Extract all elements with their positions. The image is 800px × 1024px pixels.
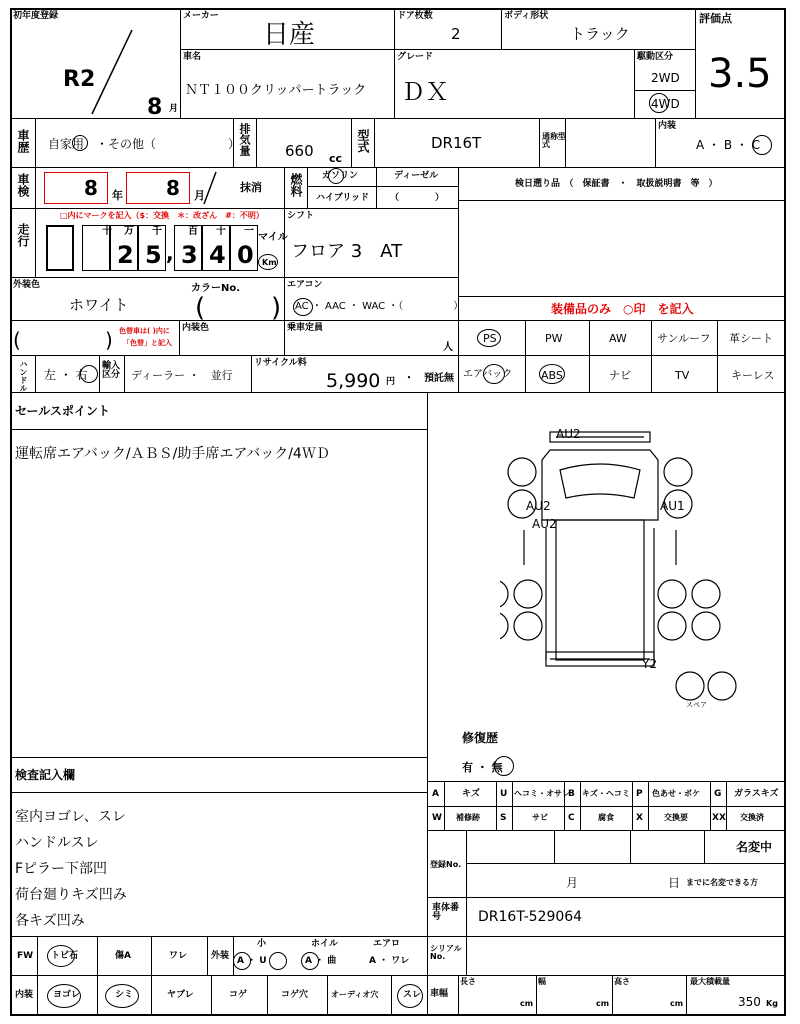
ac-cell	[284, 277, 464, 321]
svg-text:(: (	[195, 293, 206, 322]
handle-cell	[35, 355, 100, 393]
exterior-color-cell	[10, 277, 285, 321]
legend-code-b: B	[568, 789, 575, 799]
common-type-cell	[565, 118, 656, 168]
fw-item-kizu: 傷A	[115, 951, 131, 961]
name-change-cell	[427, 830, 786, 898]
import-label: 輸入区分	[102, 361, 121, 380]
int-item-shimi: シミ	[115, 990, 134, 1000]
int-sure-circle	[397, 984, 423, 1008]
width-unit: cm	[596, 999, 610, 1008]
legend-desc-b: キズ・ヘコミ	[582, 789, 630, 798]
month-unit: 月	[169, 104, 179, 114]
tire-rl-outer	[500, 580, 508, 608]
exterior-value: ホワイト	[69, 296, 129, 314]
legend-desc-w: 補修跡	[456, 813, 480, 822]
tire-rl2	[514, 612, 542, 640]
repair-label: 修復歴	[462, 731, 499, 745]
common-type-label: 通称型式	[542, 132, 566, 149]
legend-code-x: X	[636, 813, 643, 823]
type-label-cell	[351, 118, 375, 168]
displacement-cell	[256, 118, 352, 168]
km-circle	[258, 254, 278, 270]
inspection-notes-title: 検査記入欄	[15, 768, 76, 782]
displacement-label-cell	[233, 118, 257, 168]
handle-value: 左 ・ 右	[44, 368, 88, 382]
legend-desc-u: ヘコミ・オサレ	[514, 789, 570, 798]
handle-circle	[80, 365, 98, 383]
equip-ps: PS	[483, 332, 497, 345]
drive-label: 駆動区分	[637, 52, 674, 62]
first-reg-label: 初年度登録	[13, 11, 59, 21]
inspection-cell	[35, 167, 285, 209]
doors-value: 2	[451, 25, 461, 43]
legend-code-a: A	[432, 789, 439, 799]
dimensions-cell	[427, 975, 786, 1016]
insp-month-unit: 月	[194, 189, 205, 202]
equip-navi: ナビ	[609, 369, 631, 382]
sales-points-title: セールスポイント	[15, 404, 110, 418]
legend-code-w: W	[432, 813, 442, 823]
mileage-digit-3: 4	[209, 241, 226, 269]
inspection-note-1: ハンドルスレ	[15, 835, 99, 851]
deregistered: 抹消	[240, 181, 262, 194]
chassis-value: DR16T-529064	[478, 909, 583, 925]
serial-label: シリアルNo.	[430, 944, 462, 961]
handle-label-cell	[10, 355, 36, 393]
name-change-status: 名変中	[736, 840, 773, 854]
svg-text:): )	[271, 293, 282, 322]
import-label-cell	[99, 355, 125, 393]
drive-cell	[634, 49, 696, 119]
damage-legend	[427, 781, 786, 831]
color-no-label: カラーNo.	[191, 283, 241, 294]
mileage-separator: ,	[166, 241, 174, 265]
cab-shape	[542, 450, 658, 520]
mark-left-door: AU2	[526, 499, 551, 513]
mileage-mark-box	[46, 225, 74, 271]
equip-abs: ABS	[541, 369, 563, 382]
tire-rl-outer2	[500, 612, 508, 640]
interior-color-cell	[179, 320, 285, 356]
recycle-unit: 円	[386, 377, 396, 387]
wheel-small: 小	[257, 939, 267, 949]
max-load-label: 最大積載量	[690, 977, 730, 986]
legend-desc-g: ガラスキズ	[734, 789, 779, 799]
color-change-cell	[10, 320, 180, 356]
unit-juu: 十	[216, 226, 226, 237]
legend-desc-x: 交換要	[664, 813, 688, 822]
capacity-label: 乗車定員	[287, 323, 324, 333]
equip-title: 装備品のみ ○印 を記入	[551, 302, 694, 316]
recycle-label: リサイクル料	[254, 358, 307, 368]
unit-ten-man: 十	[102, 226, 112, 237]
ac-options: AC ・ AAC ・ WAC ・（ ）	[295, 301, 464, 312]
sales-points-cell	[10, 392, 428, 758]
ac-label: エアコン	[287, 280, 323, 290]
chassis-label: 車体番号	[432, 903, 460, 922]
legend-desc-s: サビ	[532, 813, 548, 822]
int-item-yabure: ヤブレ	[167, 990, 194, 1000]
dimensions-label: 車幅	[430, 989, 449, 999]
equip-aw: AW	[609, 332, 627, 345]
mileage-digit-1: 5	[145, 241, 162, 269]
maker-value: 日産	[263, 20, 316, 50]
spare-tire-1	[676, 672, 704, 700]
recycle-value: 5,990	[326, 370, 381, 392]
interior-color-label: 内装色	[182, 323, 210, 333]
legend-code-s: S	[500, 813, 507, 823]
legend-code-p: P	[636, 789, 643, 799]
fuel-gasoline: ガソリン	[322, 171, 359, 181]
mark-front-bumper: AU2	[556, 427, 581, 441]
capacity-cell	[284, 320, 459, 356]
wheel-options: A ・ 曲	[305, 956, 337, 966]
history-value: 自家用 ・その他（ ）	[48, 137, 241, 151]
tire-rr	[658, 580, 686, 608]
inspection-note-3: 荷台廻りキズ凹み	[15, 887, 127, 903]
history-cell	[35, 118, 241, 168]
history-label-cell	[10, 118, 36, 168]
inspection-note-2: Fピラー下部凹	[15, 861, 108, 877]
tire-fr	[664, 458, 692, 486]
fw-item-tobiishi: トビ石	[51, 951, 79, 961]
score-value: 3.5	[708, 51, 772, 97]
unit-man: 万	[124, 226, 134, 237]
height-unit: cm	[670, 999, 684, 1008]
mark-right-door: AU1	[660, 499, 685, 513]
unit-hyaku: 百	[188, 226, 198, 237]
recycle-cell	[251, 355, 459, 393]
tire-rr-outer2	[692, 612, 720, 640]
legend-desc-a: キズ	[462, 789, 480, 799]
mark-left-bed: AU2	[532, 517, 557, 531]
fw-label: FW	[17, 951, 34, 961]
insp-year: 8	[84, 176, 98, 200]
history-circle	[72, 135, 88, 151]
mileage-cell	[35, 208, 288, 278]
fw-item-ware: ワレ	[169, 951, 188, 961]
svg-text:(: (	[13, 328, 21, 352]
insp-slash	[200, 170, 220, 206]
equip-leather: 革シート	[729, 332, 773, 345]
inspection-note-0: 室内ヨゴレ、スレ	[15, 809, 126, 825]
equip-tv: TV	[675, 369, 690, 382]
color-no-parens	[195, 292, 285, 322]
history-label: 車歴	[16, 129, 30, 153]
displacement-label: 排気量	[238, 123, 251, 156]
fw-row	[10, 936, 428, 976]
unit-ichi: 一	[244, 226, 254, 237]
first-reg-era: R2	[63, 67, 96, 92]
fuel-label-cell	[284, 167, 308, 209]
maker-cell	[180, 8, 395, 50]
fuel-other: （ ）	[390, 193, 445, 203]
interior-grades: A ・ B ・ C	[696, 138, 761, 152]
length-unit: cm	[520, 999, 534, 1008]
cc-label: cc	[329, 152, 343, 165]
fuel-hybrid: ハイブリッド	[316, 193, 370, 203]
au-u-circle	[269, 952, 287, 970]
deadline-note: までに名変できる方	[686, 878, 758, 887]
color-change-note-2: 「色替」と記入	[123, 339, 172, 347]
body-label: ボディ形状	[504, 11, 549, 21]
wheel-label: ホイル	[311, 939, 339, 949]
mileage-digit-4: 0	[237, 241, 254, 269]
shift-value: フロア 3 AT	[291, 241, 403, 262]
sales-points-text: 運転席エアバック/ＡＢＳ/助手席エアバック/4ＷＤ	[15, 446, 330, 462]
first-reg-slash	[88, 28, 138, 118]
tire-fl	[508, 458, 536, 486]
mileage-digit-0: 2	[117, 241, 134, 269]
max-load-value: 350	[738, 995, 761, 1009]
legend-desc-c: 腐食	[598, 813, 614, 822]
insp-year-box	[44, 172, 108, 204]
tire-rr-outer	[692, 580, 720, 608]
width-label: 幅	[538, 977, 546, 986]
wheel-a-circle	[301, 952, 319, 970]
length-label: 長さ	[460, 977, 476, 986]
shift-label: シフト	[287, 211, 315, 221]
interior-label: 内装	[658, 121, 677, 131]
int-item-yogore: ヨゴレ	[53, 990, 81, 1000]
color-change-parens	[13, 323, 123, 353]
svg-text:): )	[105, 328, 113, 352]
fuel-diesel: ディーゼル	[394, 171, 439, 181]
handle-label: ハンドル	[19, 360, 28, 392]
aero-options: A ・ ワレ	[369, 956, 410, 966]
import-cell	[124, 355, 252, 393]
grade-cell	[394, 49, 635, 119]
mileage-label-cell	[10, 208, 36, 278]
equip-row-2	[458, 355, 786, 393]
chassis-cell	[427, 897, 786, 937]
int-item-koge: コゲ	[229, 990, 248, 1000]
legend-code-xx: XX	[712, 813, 726, 823]
repair-value: 有 ・ 無	[462, 761, 503, 774]
drive-4wd-circle	[649, 93, 669, 113]
repair-circle	[494, 756, 514, 776]
equip-ps-circle	[477, 329, 501, 347]
interior-grade-circle	[752, 135, 772, 155]
tire-rr2	[658, 612, 686, 640]
spare-label: スペア	[686, 701, 707, 709]
model-name-value: ＮＴ１００クリッパートラック	[185, 83, 367, 98]
mileage-label: 走行	[16, 223, 30, 247]
deadline-day: 日	[668, 876, 681, 890]
int-shimi-circle	[105, 984, 139, 1008]
type-cell	[374, 118, 540, 168]
legend-code-u: U	[500, 789, 508, 799]
int-label: 内装	[15, 990, 34, 1000]
common-type-label-cell	[539, 118, 566, 168]
equip-pw: PW	[545, 332, 563, 345]
accessories-cell	[458, 167, 786, 297]
model-name-cell	[180, 49, 395, 119]
au-options: A ・ U	[237, 956, 267, 966]
unit-sen: 千	[152, 226, 162, 237]
interior-row	[10, 975, 428, 1016]
legend-desc-p: 色あせ・ボケ	[652, 789, 700, 798]
body-cell	[501, 8, 696, 50]
windshield-shape	[560, 464, 640, 498]
height-label: 高さ	[614, 977, 630, 986]
deadline-month: 月	[566, 876, 579, 890]
mileage-mile: マイル	[258, 232, 288, 243]
first-reg-month: 8	[147, 95, 163, 120]
mileage-km: Km	[262, 258, 277, 267]
ac-circle	[293, 298, 313, 316]
inspection-notes-cell	[10, 757, 428, 937]
capacity-unit: 人	[443, 342, 453, 353]
equip-row-1	[458, 320, 786, 356]
fuel-label: 燃料	[289, 173, 303, 197]
spare-tire-2	[708, 672, 736, 700]
drive-2wd: 2WD	[651, 71, 680, 85]
equip-airbag-circle	[483, 364, 505, 384]
equip-abs-circle	[539, 364, 565, 384]
vehicle-diagram	[500, 420, 740, 720]
maker-label: メーカー	[183, 11, 219, 21]
ext-label: 外装	[211, 951, 230, 961]
mark-rear-bumper: Y2	[642, 657, 657, 671]
grade-label: グレード	[397, 52, 434, 62]
score-label: 評価点	[699, 12, 732, 25]
tire-rl	[514, 580, 542, 608]
legend-code-g: G	[714, 789, 722, 799]
mileage-digit-2: 3	[181, 241, 198, 269]
doors-label: ドア枚数	[397, 11, 433, 21]
int-item-kogeana: コゲ穴	[281, 990, 309, 1000]
interior-cell	[655, 118, 786, 168]
color-change-note-1: 色替車は( )内に	[119, 327, 170, 335]
import-value: ディーラー ・ 並行	[131, 369, 233, 382]
displacement-value: 660	[285, 142, 314, 160]
drive-4wd: 4WD	[651, 97, 680, 111]
score-cell	[695, 8, 786, 119]
fuel-cell	[307, 167, 459, 209]
inspection-label-cell	[10, 167, 36, 209]
type-label: 型式	[356, 129, 370, 153]
model-name-label: 車名	[183, 52, 202, 62]
inspection-note-4: 各キズ凹み	[15, 913, 85, 929]
grade-value: ＤＸ	[401, 78, 449, 106]
au-a-circle	[233, 952, 251, 970]
body-value: トラック	[570, 25, 630, 43]
legend-code-c: C	[568, 813, 575, 823]
year-unit: 年	[112, 189, 123, 202]
fuel-circle	[328, 168, 344, 184]
equip-sunroof: サンルーフ	[657, 332, 711, 345]
reg-no-label: 登録No.	[430, 860, 462, 869]
legend-desc-xx: 交換済	[740, 813, 764, 822]
inspection-label: 車検	[16, 173, 30, 197]
doors-cell	[394, 8, 502, 50]
equip-keyless: キーレス	[731, 369, 775, 382]
int-item-audio: オーディオ穴	[331, 990, 379, 999]
insp-month: 8	[166, 176, 180, 200]
int-yogore-circle	[47, 984, 81, 1008]
exterior-label: 外装色	[13, 280, 41, 290]
shift-cell	[284, 208, 459, 278]
truck-bed-shape	[556, 520, 644, 660]
recycle-deposit: ・ 預託無	[404, 373, 454, 384]
aero-label: エアロ	[373, 939, 401, 949]
equip-title-cell	[458, 296, 786, 321]
fw-tobiishi-circle	[47, 945, 75, 967]
serial-cell	[427, 936, 786, 976]
max-load-unit: Kg	[766, 999, 778, 1008]
insp-month-box	[126, 172, 190, 204]
int-item-sure: スレ	[403, 990, 422, 1000]
accessories-title: 検日遡り品 （ 保証書 ・ 取扱説明書 等 ）	[515, 179, 718, 189]
equip-airbag: エアバック	[463, 369, 513, 380]
type-value: DR16T	[431, 134, 482, 152]
mileage-note: □内にマークを記入（$：交換 ＊：改ざん #：不明）	[60, 211, 264, 220]
